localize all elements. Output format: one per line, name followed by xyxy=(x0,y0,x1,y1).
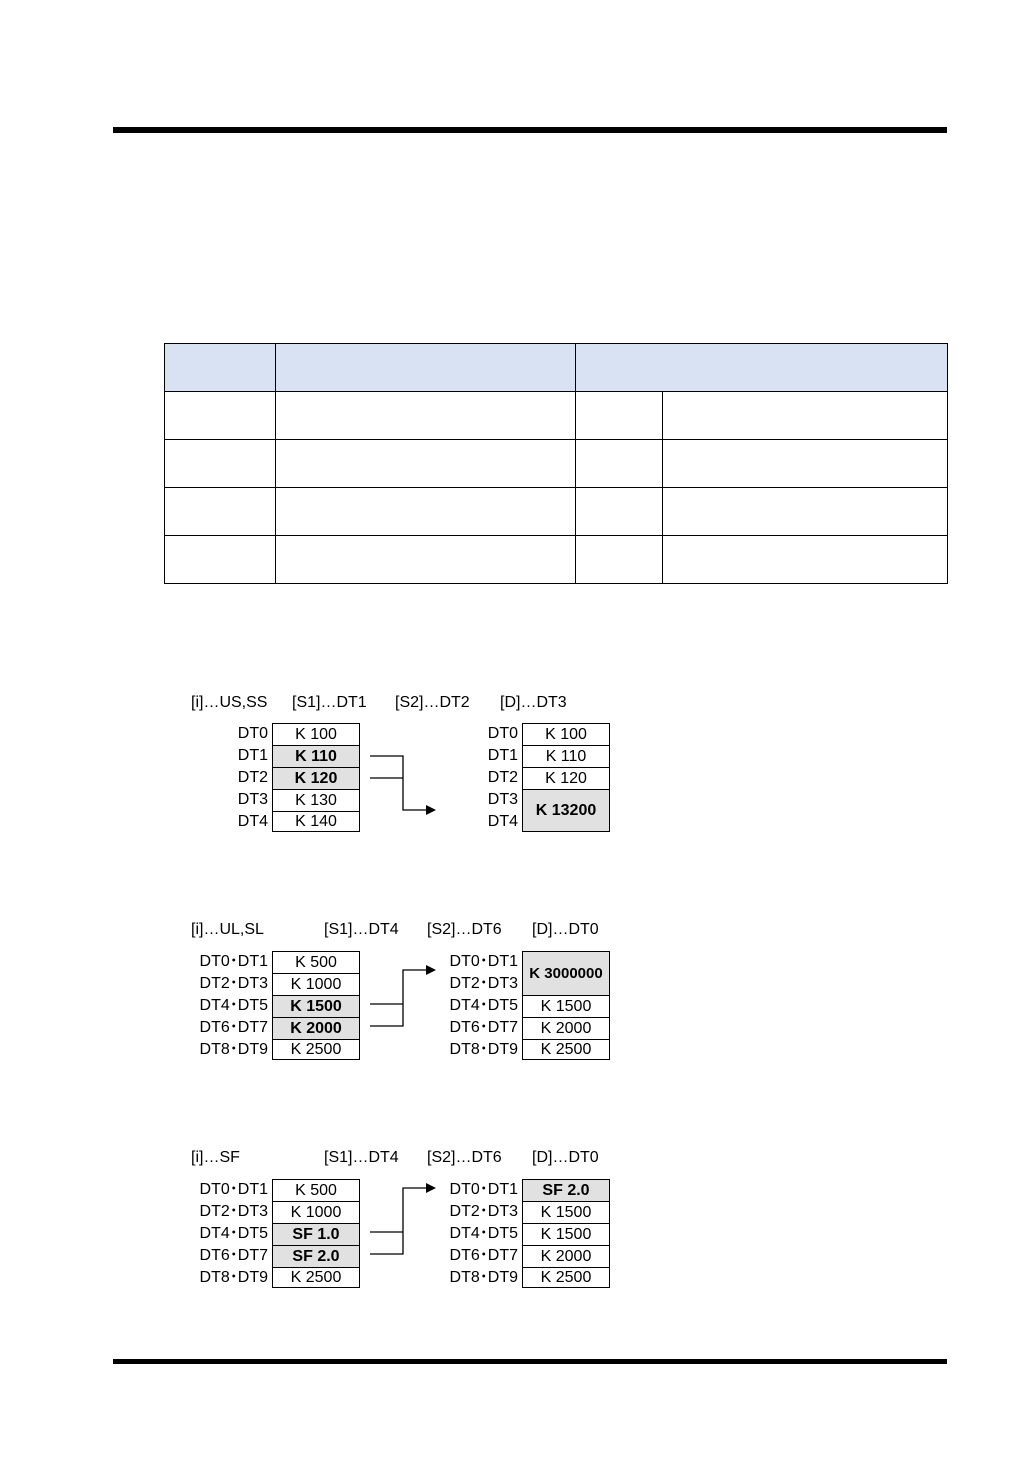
register-label: DT8･DT9 xyxy=(449,1041,518,1058)
diagram-operand-label: [S1]…DT4 xyxy=(324,921,399,938)
register-value-cell: K 110 xyxy=(272,745,360,768)
diagram-operand-label: [S1]…DT1 xyxy=(292,694,367,711)
register-label: DT6･DT7 xyxy=(199,1247,268,1264)
register-label: DT3 xyxy=(237,791,268,808)
register-label: DT2 xyxy=(237,769,268,786)
register-label: DT4･DT5 xyxy=(199,1225,268,1242)
register-label: DT4･DT5 xyxy=(449,997,518,1014)
register-label: DT4 xyxy=(237,813,268,830)
diagram-operand-label: [D]…DT0 xyxy=(532,1149,599,1166)
result-value-cell: SF 2.0 xyxy=(522,1179,610,1202)
register-value-cell: K 2500 xyxy=(522,1039,610,1060)
register-label: DT2･DT3 xyxy=(199,1203,268,1220)
diagram-operand-label: [S2]…DT6 xyxy=(427,921,502,938)
diagram-operand-label: [i]…UL,SL xyxy=(191,921,264,938)
register-label: DT4･DT5 xyxy=(449,1225,518,1242)
register-label: DT2･DT3 xyxy=(449,975,518,992)
register-label: DT0･DT1 xyxy=(199,1181,268,1198)
register-value-cell: K 500 xyxy=(272,1179,360,1202)
diagram-operand-label: [D]…DT3 xyxy=(500,694,567,711)
register-label: DT6･DT7 xyxy=(199,1019,268,1036)
register-value-cell: K 1500 xyxy=(522,995,610,1018)
register-label: DT4･DT5 xyxy=(199,997,268,1014)
register-value-cell: K 1500 xyxy=(522,1223,610,1246)
register-value-cell: K 110 xyxy=(522,745,610,768)
register-value-cell: K 500 xyxy=(272,951,360,974)
diagram-operand-label: [S1]…DT4 xyxy=(324,1149,399,1166)
register-value-cell: K 2000 xyxy=(522,1245,610,1268)
register-label: DT6･DT7 xyxy=(449,1247,518,1264)
register-label: DT1 xyxy=(237,747,268,764)
register-label: DT8･DT9 xyxy=(199,1041,268,1058)
register-value-cell: K 2500 xyxy=(522,1267,610,1288)
register-value-cell: SF 1.0 xyxy=(272,1223,360,1246)
register-label: DT0 xyxy=(237,725,268,742)
result-value-cell: K 3000000 xyxy=(522,951,610,996)
register-value-cell: K 1000 xyxy=(272,1201,360,1224)
register-label: DT1 xyxy=(487,747,518,764)
diagram-operand-label: [S2]…DT6 xyxy=(427,1149,502,1166)
diagram-operand-label: [D]…DT0 xyxy=(532,921,599,938)
register-value-cell: SF 2.0 xyxy=(272,1245,360,1268)
register-label: DT8･DT9 xyxy=(449,1269,518,1286)
register-value-cell: K 2500 xyxy=(272,1267,360,1288)
register-value-cell: K 120 xyxy=(522,767,610,790)
register-value-cell: K 2000 xyxy=(272,1017,360,1040)
register-label: DT2 xyxy=(487,769,518,786)
diagram-operand-label: [i]…US,SS xyxy=(191,694,268,711)
diagram-operand-label: [S2]…DT2 xyxy=(395,694,470,711)
register-value-cell: K 2000 xyxy=(522,1017,610,1040)
register-value-cell: K 130 xyxy=(272,789,360,812)
register-value-cell: K 1500 xyxy=(522,1201,610,1224)
register-value-cell: K 100 xyxy=(272,723,360,746)
register-label: DT6･DT7 xyxy=(449,1019,518,1036)
register-label: DT3 xyxy=(487,791,518,808)
register-label: DT2･DT3 xyxy=(449,1203,518,1220)
footer-rule xyxy=(113,1359,947,1364)
register-value-cell: K 2500 xyxy=(272,1039,360,1060)
register-value-cell: K 140 xyxy=(272,811,360,832)
register-label: DT2･DT3 xyxy=(199,975,268,992)
register-label: DT0･DT1 xyxy=(199,953,268,970)
register-value-cell: K 1000 xyxy=(272,973,360,996)
register-label: DT4 xyxy=(487,813,518,830)
register-label: DT8･DT9 xyxy=(199,1269,268,1286)
diagram-operand-label: [i]…SF xyxy=(191,1149,240,1166)
result-value-cell: K 13200 xyxy=(522,789,610,832)
register-label: DT0･DT1 xyxy=(449,953,518,970)
register-label: DT0･DT1 xyxy=(449,1181,518,1198)
register-label: DT0 xyxy=(487,725,518,742)
register-value-cell: K 100 xyxy=(522,723,610,746)
register-value-cell: K 120 xyxy=(272,767,360,790)
register-value-cell: K 1500 xyxy=(272,995,360,1018)
